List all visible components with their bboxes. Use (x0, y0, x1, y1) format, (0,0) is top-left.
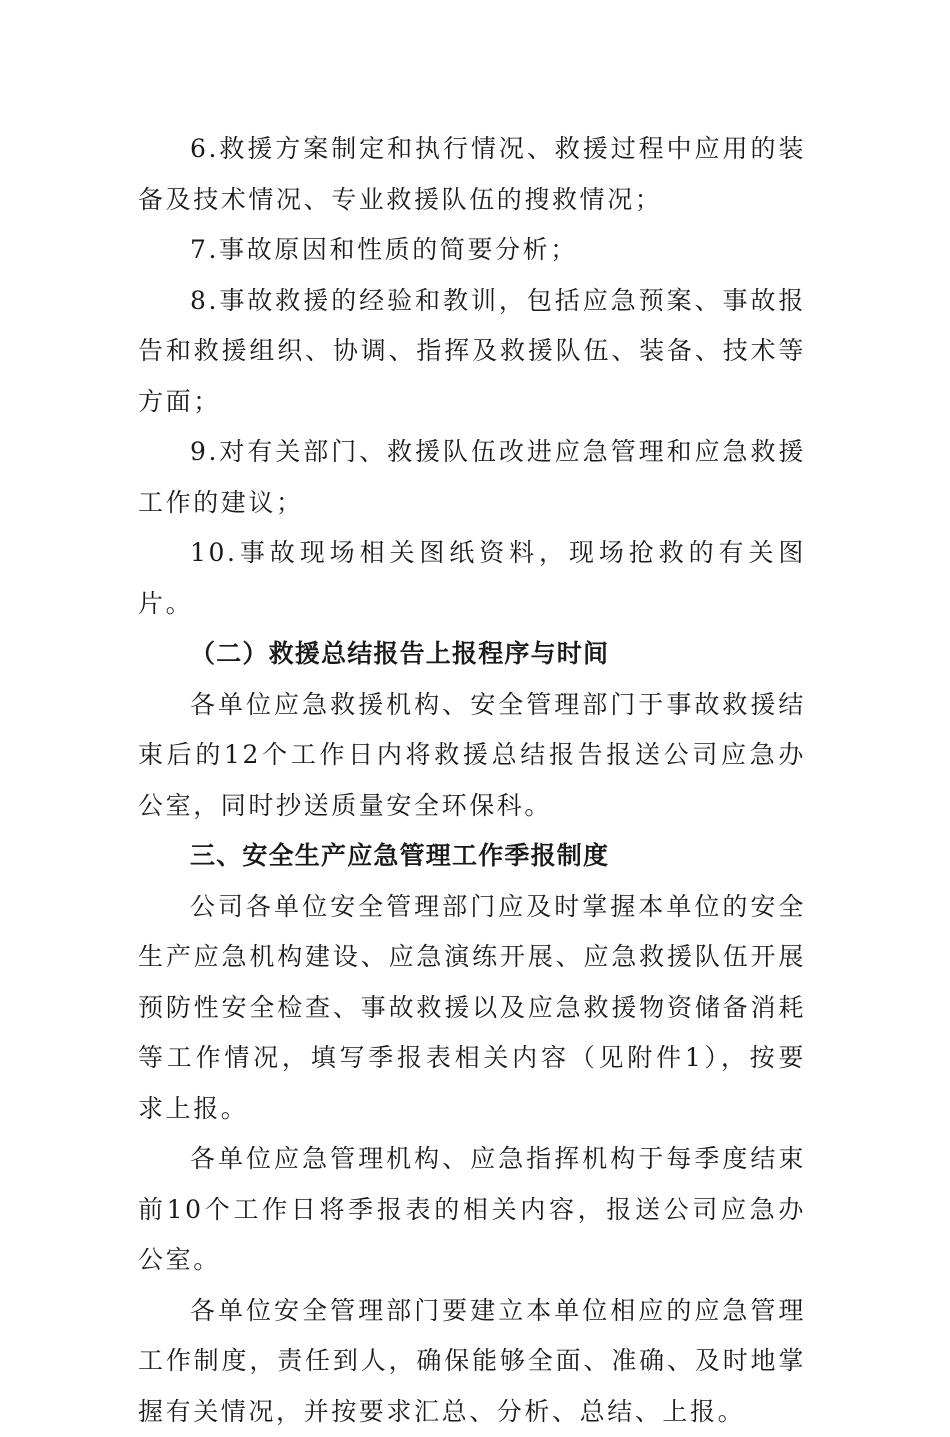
list-item-9: 9.对有关部门、救援队伍改进应急管理和应急救援工作的建议； (138, 427, 806, 528)
paragraph-report-time: 各单位应急救援机构、安全管理部门于事故救援结束后的12个工作日内将救援总结报告报送公司应急办公室，同时抄送质量安全环保科。 (138, 680, 806, 832)
paragraph-quarterly-2: 各单位应急管理机构、应急指挥机构于每季度结束前10个工作日将季报表的相关内容，报送公司应急办公室。 (138, 1134, 806, 1286)
paragraph-quarterly-1: 公司各单位安全管理部门应及时掌握本单位的安全生产应急机构建设、应急演练开展、应急救援队伍开展预防性安全检查、事故救援以及应急救援物资储备消耗等工作情况，填写季报表相关内容（见附件1），按要求上报。 (138, 882, 806, 1135)
section-heading-report-procedure: （二）救援总结报告上报程序与时间 (138, 629, 806, 680)
list-item-10: 10.事故现场相关图纸资料，现场抢救的有关图片。 (138, 528, 806, 629)
section-heading-quarterly-report: 三、安全生产应急管理工作季报制度 (138, 831, 806, 882)
document-page (138, 124, 806, 1437)
list-item-7: 7.事故原因和性质的简要分析； (138, 225, 806, 276)
list-item-6: 6.救援方案制定和执行情况、救援过程中应用的装备及技术情况、专业救援队伍的搜救情况； (138, 124, 806, 225)
list-item-8: 8.事故救援的经验和教训，包括应急预案、事故报告和救援组织、协调、指挥及救援队伍、装备、技术等方面； (138, 276, 806, 428)
paragraph-quarterly-3: 各单位安全管理部门要建立本单位相应的应急管理工作制度，责任到人，确保能够全面、准确、及时地掌握有关情况，并按要求汇总、分析、总结、上报。 (138, 1286, 806, 1437)
